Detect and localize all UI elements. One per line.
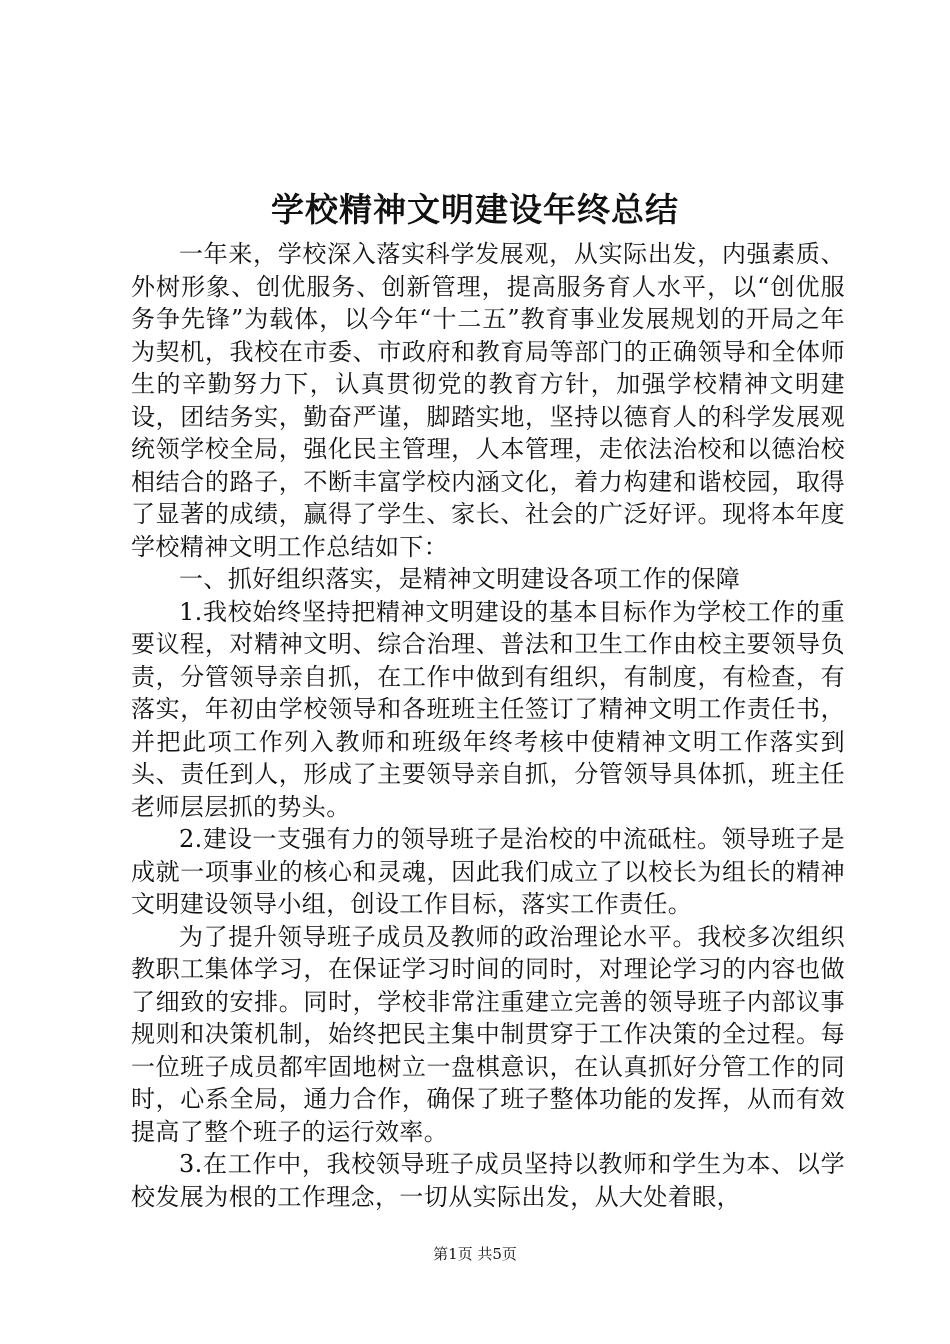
paragraph-item-2-detail: 为了提升领导班子成员及教师的政治理论水平。我校多次组织教职工集体学习，在保证学习时间的同时，对理论学习的内容也做了细致的安排。同时，学校非常注重建立完善的领导班子内部议事规则和决策机制，始终把民主集中制贯穿于工作决策的全过程。每一位班子成员都牢固地树立一盘棋意识，在认真抓好分管工作的同时，心系全局，通力合作，确保了班子整体功能的发挥，从而有效提高了整个班子的运行效率。: [131, 922, 845, 1146]
document-title: 学校精神文明建设年终总结: [271, 190, 679, 229]
paragraph-item-3: 3.在工作中，我校领导班子成员坚持以教师和学生为本、以学校发展为根的工作理念，一切从实际出发，从大处着眼，: [131, 1150, 845, 1211]
paragraph-item-1: 1.我校始终坚持把精神文明建设的基本目标作为学校工作的重要议程，对精神文明、综合治理、普法和卫生工作由校主要领导负责，分管领导亲自抓，在工作中做到有组织，有制度，有检查，有落实，年初由学校领导和各班班主任签订了精神文明工作责任书，并把此项工作列入教师和班级年终考核中使精神文明工作落实到头、责任到人，形成了主要领导亲自抓，分管领导具体抓，班主任老师层层抓的势头。: [131, 597, 845, 821]
paragraph-item-2: 2.建设一支强有力的领导班子是治校的中流砥柱。领导班子是成就一项事业的核心和灵魂，因此我们成立了以校长为组长的精神文明建设领导小组，创设工作目标，落实工作责任。: [131, 825, 845, 918]
document-body: [131, 238, 845, 1213]
page-footer: 第1页 共5页: [433, 1245, 517, 1263]
section-heading-1: 一、抓好组织落实，是精神文明建设各项工作的保障: [179, 565, 741, 593]
paragraph-intro: 一年来，学校深入落实科学发展观，从实际出发，内强素质、外树形象、创优服务、创新管理，提高服务育人水平，以“创优服务争先锋”为载体，以今年“十二五”教育事业发展规划的开局之年为契机，我校在市委、市政府和教育局等部门的正确领导和全体师生的辛勤努力下，认真贯彻党的教育方针，加强学校精神文明建设，团结务实，勤奋严谨，脚踏实地，坚持以德育人的科学发展观统领学校全局，强化民主管理，人本管理，走依法治校和以德治校相结合的路子，不断丰富学校内涵文化，着力构建和谐校园，取得了显著的成绩，赢得了学生、家长、社会的广泛好评。现将本年度学校精神文明工作总结如下：: [131, 240, 845, 561]
